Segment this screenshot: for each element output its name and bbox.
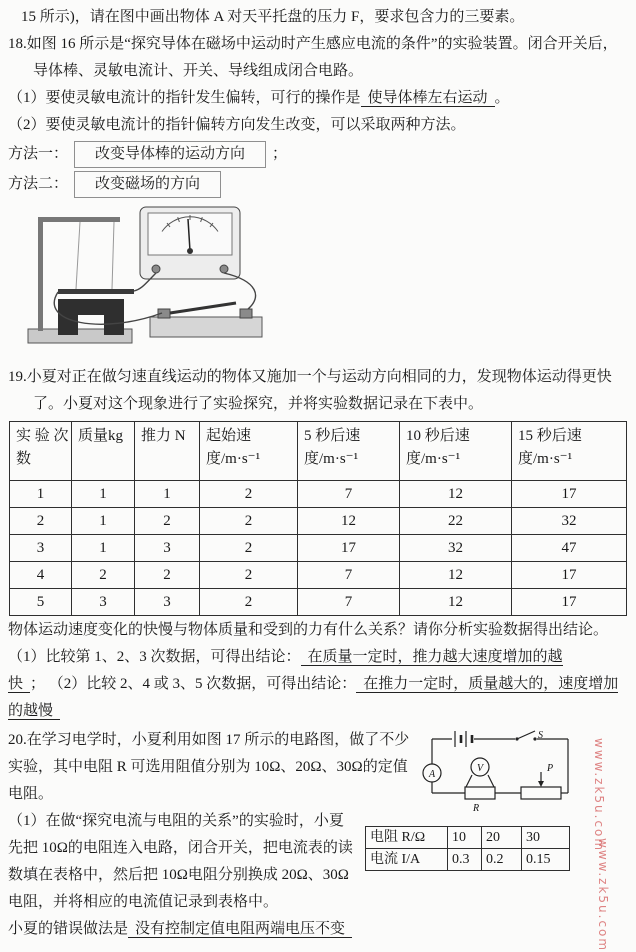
cell: 2 xyxy=(200,481,298,508)
cell: 4 xyxy=(10,562,72,589)
q18-method2 xyxy=(8,169,626,199)
cell: 2 xyxy=(200,589,298,616)
cell: 7 xyxy=(298,589,400,616)
cell: 12 xyxy=(400,562,512,589)
ammeter-label: A xyxy=(428,769,436,780)
wiper-arrowhead xyxy=(538,781,544,787)
table-row xyxy=(10,535,627,562)
col-header: 10 秒后速度/m·s⁻¹ xyxy=(400,422,512,481)
cell: 17 xyxy=(512,562,627,589)
q20-mistake-pre: 小夏的错误做法是 xyxy=(8,921,129,937)
cell: 47 xyxy=(512,535,627,562)
voltmeter-label: V xyxy=(476,763,484,774)
wire xyxy=(488,775,494,787)
q19-question: 物体运动速度变化的快慢与物体质量和受到的力有什么关系？请你分析实验数据得出结论。 xyxy=(8,622,609,638)
table-row xyxy=(10,481,627,508)
apparatus-photo xyxy=(22,203,328,353)
cell: 电流 I/A xyxy=(366,849,448,871)
q18-part2: （2）要使灵敏电流计的指针偏转方向发生改变，可以采取两种方法。 xyxy=(8,117,466,133)
cell: 17 xyxy=(512,481,627,508)
cell: 3 xyxy=(10,535,72,562)
experiment-data-table xyxy=(9,421,627,616)
cell: 2 xyxy=(135,562,200,589)
question-20 xyxy=(8,727,626,943)
cell: 2 xyxy=(135,508,200,535)
cell: 12 xyxy=(400,589,512,616)
terminal xyxy=(152,265,160,273)
table-row xyxy=(366,827,570,849)
figure-16-apparatus xyxy=(22,203,328,358)
table-row xyxy=(366,849,570,871)
cell: 17 xyxy=(512,589,627,616)
cell: 2 xyxy=(200,535,298,562)
resistor-icon xyxy=(465,787,495,799)
cell: 2 xyxy=(200,562,298,589)
q19-c2-pre: （2）比较 2、4 或 3、5 次数据，可得出结论： xyxy=(48,676,357,692)
cell: 10 xyxy=(448,827,482,849)
q20-part1: （1）在做“探究电流与电阻的关系”的实验时，小夏先把 10Ω的电阻连入电路，闭合开关，把电流表的读数填在表格中，然后把 10Ω电阻分别换成 20Ω、30Ω电阻，并将相应的电流值记录到表格中。 xyxy=(8,813,353,910)
cell: 12 xyxy=(298,508,400,535)
col-header: 质量kg xyxy=(72,422,135,481)
question-18 xyxy=(8,31,626,358)
cell: 22 xyxy=(400,508,512,535)
circuit-diagram xyxy=(418,729,580,815)
q19-stem: 19.小夏对正在做匀速直线运动的物体又施加一个与运动方向相同的力，发现物体运动得更快了。小夏对这个现象进行了实验探究，并将实验数据记录在下表中。 xyxy=(8,369,612,412)
slider-label: P xyxy=(547,763,554,774)
cell: 32 xyxy=(512,508,627,535)
q20-mistake-answer-blank: 没有控制定值电阻两端电压不变 xyxy=(128,921,352,938)
cell: 2 xyxy=(72,562,135,589)
q18-method1-label: 方法一： xyxy=(8,146,69,162)
q18-method2-label: 方法二： xyxy=(8,176,69,192)
cell: 1 xyxy=(135,481,200,508)
terminal xyxy=(220,265,228,273)
cell: 1 xyxy=(72,481,135,508)
q19-c2-answer-blank: 在推力一定时，质量越大的，速度增加的越慢 xyxy=(8,676,619,719)
q18-stem: 18.如图 16 所示是“探究导体在磁场中运动时产生感应电流的条件”的实验装置。闭合开关后，导体棒、灵敏电流计、开关、导线组成闭合电路。 xyxy=(8,36,618,79)
resistor-label: R xyxy=(472,803,480,814)
q15-continuation-line: 15 所示)，请在图中画出物体 A 对天平托盘的压力 F，要求包含力的三要素。 xyxy=(21,9,525,25)
table-row xyxy=(10,508,627,535)
cell: 5 xyxy=(10,589,72,616)
battery-icon xyxy=(455,731,472,747)
switch-lever-icon xyxy=(517,731,535,739)
col-header: 推力 N xyxy=(135,422,200,481)
q18-part1 xyxy=(8,85,626,112)
resistance-current-table xyxy=(365,826,570,871)
watermark: www.zk5u.com xyxy=(596,838,610,952)
q19-conclusions xyxy=(8,644,626,725)
q18-method1-sep: ； xyxy=(272,146,288,162)
cell: 17 xyxy=(298,535,400,562)
cell: 2 xyxy=(10,508,72,535)
question-19 xyxy=(8,364,626,725)
col-header: 5 秒后速度/m·s⁻¹ xyxy=(298,422,400,481)
col-header: 15 秒后速度/m·s⁻¹ xyxy=(512,422,627,481)
table-row xyxy=(10,589,627,616)
rheostat-icon xyxy=(521,787,561,799)
cell: 30 xyxy=(522,827,570,849)
cell: 3 xyxy=(135,589,200,616)
cell: 1 xyxy=(72,508,135,535)
cell: 3 xyxy=(72,589,135,616)
q20-stem: 20.在学习电学时，小夏利用如图 17 所示的电路图，做了不少实验，其中电阻 R 可选用阻值分别为 10Ω、20Ω、30Ω的定值电阻。 xyxy=(8,732,410,802)
cell: 7 xyxy=(298,481,400,508)
q19-c1-answer-blank: 在质量一定时，推力越大速度增加的越快 xyxy=(8,649,563,692)
q19-c1-pre: （1）比较第 1、2、3 次数据，可得出结论： xyxy=(8,649,301,665)
cell: 3 xyxy=(135,535,200,562)
q18-method1-answer-box: 改变导体棒的运动方向 xyxy=(74,141,266,168)
q18-part1-answer-blank: 使导体棒左右运动 xyxy=(361,90,495,107)
wire xyxy=(466,775,472,787)
q19-c1-sep: ； xyxy=(30,676,46,692)
q20-mistake xyxy=(8,916,626,943)
cell: 20 xyxy=(482,827,522,849)
cell: 32 xyxy=(400,535,512,562)
q18-part1-period: 。 xyxy=(494,90,510,106)
cell: 0.3 xyxy=(448,849,482,871)
cell: 1 xyxy=(10,481,72,508)
knife-switch xyxy=(150,303,262,337)
q18-method1 xyxy=(8,139,626,169)
figure-17-circuit xyxy=(418,729,580,820)
q18-method2-answer-box: 改变磁场的方向 xyxy=(74,171,221,198)
switch-label: S xyxy=(538,730,543,741)
galvanometer xyxy=(140,207,240,279)
table-row xyxy=(10,562,627,589)
cell: 1 xyxy=(72,535,135,562)
cell: 2 xyxy=(200,508,298,535)
conductor-bar xyxy=(58,289,134,294)
cell: 0.15 xyxy=(522,849,570,871)
watermark: www.zk5u.com xyxy=(592,738,606,853)
cell: 0.2 xyxy=(482,849,522,871)
cell: 12 xyxy=(400,481,512,508)
cell: 电阻 R/Ω xyxy=(366,827,448,849)
table-header-row xyxy=(10,422,627,481)
cell: 7 xyxy=(298,562,400,589)
col-header: 实 验 次 数 xyxy=(10,422,72,481)
q18-part1-text: （1）要使灵敏电流计的指针发生偏转，可行的操作是 xyxy=(8,90,361,106)
col-header: 起始速度/m·s⁻¹ xyxy=(200,422,298,481)
